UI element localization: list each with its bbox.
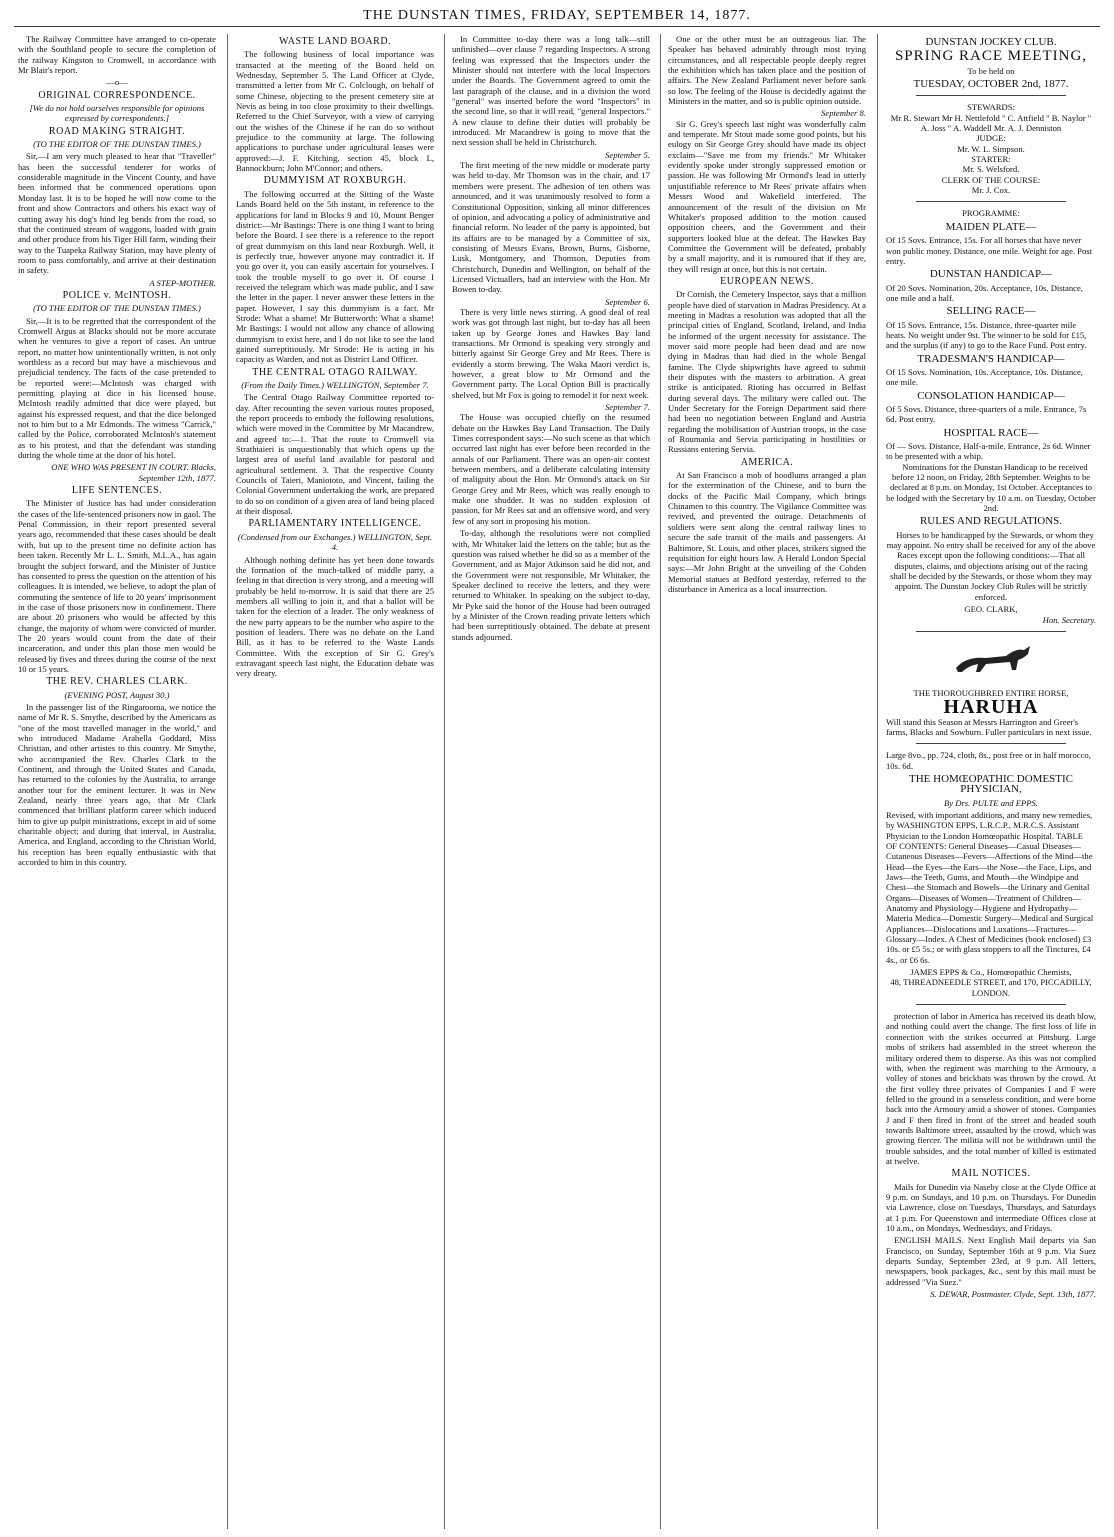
column-rule xyxy=(877,34,878,1529)
section-heading: MAIL NOTICES. xyxy=(951,1168,1031,1180)
article-text: One or the other must be an outrageous liar. The Speaker has behaved admirably through most trying circumstances, and all respectable people deeply regret the exhibition which has taken place and the position of affairs. The New Zealand Parliament never before sank so low. The feeling of the House is decidedly against the Ministers in the matter, and so is public opinion outside. xyxy=(668,34,866,107)
subheading: (TO THE EDITOR OF THE DUNSTAN TIMES.) xyxy=(33,139,201,150)
nominations-text: Nominations for the Dunstan Handicap to be received before 12 noon, on Friday, 28th September. Weights to be declared at 8 p.m. on Monday, 1st October. Acceptances to be lodged with the Secretary by 10 a.m. on Tuesday, October 2nd. xyxy=(886,461,1096,514)
section-heading: WASTE LAND BOARD. xyxy=(278,36,392,47)
ad-held: To be held on xyxy=(967,65,1015,76)
dateline: September 8. xyxy=(821,108,866,119)
signature: A STEP-MOTHER. xyxy=(149,277,216,288)
section-heading: PARLIAMENTARY INTELLIGENCE. xyxy=(248,518,422,530)
article-text: There is very little news stirring. A good deal of real work was got through last night, but to-day has all been taken up by George Jones and Hawkes Bay land transactions. Mr Ormond is speaking very strongly and bitterly against Sir George Grey and Mr Rees. There is evidently a storm brewing. The Waka Maori verdict is, however, a great blow to Mr Ormond and the Government party. The Local Option Bill is practically shelved, but Mr Fox is going to remodel it for next week. xyxy=(452,306,650,400)
divider xyxy=(916,743,1066,744)
ad-club: DUNSTAN JOCKEY CLUB. xyxy=(925,36,1057,48)
horse-text: Will stand this Season at Messrs Harrington and Greer's farms, Blacks and Sowburn. Fuller particulars in next issue. xyxy=(886,716,1092,737)
dateline: September 7. xyxy=(605,402,650,413)
clerk-heading: CLERK OF THE COURSE: xyxy=(941,174,1041,185)
article-text: Sir G. Grey's speech last night was wonderfully calm and temperate. Mr Stout made some good points, but his eulogy on Sir George Grey should have made its object exclaim—"Save me from my friends." Mr Whitaker evidently spoke under strongly suppressed emotion or passion. He was following Mr Ormond's lead in utterly unjustifiable reference to Mr Rees' private affairs when Messrs Wood and Wakefield interfered. The announcement of the result of the division on Mr Whitaker's proposed addition to the motion caused opposition cheers, and the Government and their supporters looked blue at the defeat. The Hawkes Bay Committee the Government will be defeated, probably by a small majority, and it is rumoured that if they are, they will resign at once, but this is not certain. xyxy=(668,118,866,274)
divider xyxy=(916,95,1066,96)
programme-heading: PROGRAMME: xyxy=(962,208,1020,219)
masthead: THE DUNSTAN TIMES, FRIDAY, SEPTEMBER 14, 1877. xyxy=(363,8,751,23)
secretary-title: Hon. Secretary. xyxy=(1042,614,1096,625)
race-text: Of — Sovs. Distance, Half-a-mile. Entrance, 2s 6d. Winner to be presented with a whip. xyxy=(886,441,1091,462)
subheading: (Condensed from our Exchanges.) WELLINGTON, Sept. 4. xyxy=(237,531,433,553)
article-text: protection of labor in America has received its death blow, and nothing could avert the change. The first loss of life in connection with the strikes occurred at Pittsburg. Large mobs of strikers had assembled in the street whereon the military ordered them to disperse. As this was not complied with, when the regiment was marching to the Armoury, a volley of stones and brickbats was thrown by the crowd. At the first volley three privates of Companies I and F were felled to the ground in a senseless condition, and were borne back into the Armoury amid a shower of stones. Companies J and F then fired in front of the street and headed south towards Baltimore street, assaulted by the crowd, which was growing fiercer. The militia will not be withdrawn until the trouble subsides, and the total number of killed is estimated at twelve. xyxy=(886,1011,1096,1166)
article-text: The House was occupied chiefly on the resumed debate on the Hawkes Bay Land Transaction. The Daily Times correspondent says:—No such scene as that which occurred last night has ever before been recorded in the annals of our Parliament. There was an open-air contest between members, and a deliberate calculating intensity of malignity about the Hon. Mr Ormond's attack on Sir George Grey and Mr Rees, which was really enough to make one shudder. It was no sudden explosion of passion, for Mr Rees sat and an offensive word, and very few of any sort in proposing his motion. xyxy=(452,412,650,526)
horse-ad xyxy=(886,640,1096,737)
stewards-list: Mr R. Stewart Mr H. Nettlefold " C. Attfield " B. Naylor " A. Joss " A. Waddell Mr. A. J. Denniston xyxy=(890,112,1092,134)
judge: Mr. W. L. Simpson. xyxy=(957,143,1025,154)
article-text: The Central Otago Railway Committee reported to-day. After recounting the seven various routes proposed, the report proceeds to embody the following resolutions, which were moved in the Committee by Mr Macandrew, and agreed to:—1. That the route to Cromwell via Strathtaieri is unquestionably that which opens up the largest area of useful land available for pastoral and agricultural settlement. 3. That the respective County Councils of Taieri, Maniototo, and Vincent, failing the Colonial Government undertaking the work, are prepared to do so on condition of a given area of land being placed at their disposal. xyxy=(236,392,434,517)
race-text: Of 15 Sovs. Entrance, 15s. For all horses that have never won public money. Distance, one mile. Weight for age. Post entry. xyxy=(886,235,1092,266)
homeopathic-ad xyxy=(886,750,1096,998)
article-text: In Committee to-day there was a long talk—still unfinished—over clause 7 regarding Inspectors. A strong feeling was expressed that the Inspectors under the Minister should not interfere with the local Inspectors under the Boards. The Government agreed to omit the last paragraph of the clause, and in a division the word "general" was inserted before the word "Inspectors" in the second line, so that it will read, "general Inspectors." A new clause to define their duties will probably be introduced. Mr Macandrew is going to move that the next session shall be held in Christchurch. xyxy=(452,34,650,148)
masthead-rule xyxy=(14,26,1100,27)
divider xyxy=(916,631,1066,632)
horse-name: HARUHA xyxy=(943,696,1039,719)
article-text: To-day, although the resolutions were not complied with, Mr Whitaker laid the letters on the table; but as the question was raised whether he did so as a member of the Government, and as Major Atkinson said he did not, and the Government were not responsible, Mr Whitaker, the Speaker declined to receive the letters, and they were returned to Whitaker. In speaking on the subject to-day, Mr Pyke said the honor of the House had been outraged by a Minister of the Crown reading private letters which had been surreptitiously obtained. The debate at present stands adjourned. xyxy=(452,528,650,642)
column-rule xyxy=(660,34,661,1529)
race-title: SELLING RACE— xyxy=(946,305,1036,318)
clerk: Mr. J. Cox. xyxy=(971,185,1011,196)
article-text: Sir,—I am very much pleased to hear that "Traveller" has been the successful tenderer for works of considerable magnitude in the Vincent County, and have been informed that he commenced operations upon Monday last. It is to be hoped he will now come to the front and show Contractors and others his exact way of cutting away his dog's hind leg bends from the road, so that the continued stream of waggons, loaded with grain and other produce from his Tiger Hill farm, winding their way to the Tuapeka Railway Station, may have plenty of room to pass comfortably, and arrive at their destination in safety. xyxy=(18,151,216,276)
publisher-address: 48, THREADNEEDLE STREET, and 170, PICCADILLY, LONDON. xyxy=(890,977,1092,998)
column-rule xyxy=(444,34,445,1529)
jockey-club-ad xyxy=(886,37,1096,625)
section-heading: ORIGINAL CORRESPONDENCE. xyxy=(38,89,196,101)
secretary-name: GEO. CLARK, xyxy=(964,604,1018,615)
column-3 xyxy=(452,34,650,1529)
ad-date: TUESDAY, OCTOBER 2nd, 1877. xyxy=(913,78,1069,91)
column-5 xyxy=(886,34,1096,1529)
book-text: Revised, with important additions, and many new remedies, by WASHINGTON EPPS, L.R.C.P., M.R.C.S. Assistant Physician to the London Homœopathic Hospital. TABLE OF CONTENTS: General Diseases—Casual Diseases—Cutaneous Diseases—Fevers—Affections of the Mind—the Head—the Eyes—the Ears—the Nose—the Face, Lips, and Jaws—the Teeth, Gums, and Mouth—the Windpipe and Chest—the Stomach and Bowels—the Urinary and Genital Organs—Diseases of Women—Treatment of Children—Anatomy and Physiology—Hygiene and Hydropathy—Materia Medica—Domestic Surgery—Medical and Surgical Appliances—Dislocations and Luxations—Fractures—Glossary—Index. A Chest of Medicines (book enclosed) £3 10s. or £5 5s.; or with glass stoppers to all the Tinctures, £4 4s., or £6 6s. xyxy=(886,809,1094,965)
section-heading: THE CENTRAL OTAGO RAILWAY. xyxy=(252,366,418,378)
judge-heading: JUDGE: xyxy=(976,133,1006,144)
column-1 xyxy=(18,34,216,1529)
race-title: HOSPITAL RACE— xyxy=(943,426,1039,439)
divider: —o— xyxy=(106,77,128,88)
race-title: DUNSTAN HANDICAP— xyxy=(929,268,1053,281)
publisher: JAMES EPPS & Co., Homœopathic Chemists, xyxy=(910,967,1072,978)
race-title: CONSOLATION HANDICAP— xyxy=(917,389,1065,402)
starter: Mr. S. Welsford. xyxy=(962,164,1020,175)
race-text: Of 5 Sovs. Distance, three-quarters of a mile. Entrance, 7s 6d. Post entry. xyxy=(886,403,1087,425)
starter-heading: STARTER: xyxy=(971,154,1011,165)
article-text: The following occurred at the Sitting of the Waste Lands Board held on the 5th instant, in reference to the applications for land in Blocks 9 and 10, Mount Benger district:—Mr Bastings: There is one thing I want to bring before the Board. I see there is a reference to the report of great dummyism on this land near Roxburgh. Well, it is perfectly true, however anyone may contradict it. If you go over it, you can easily ascertain for yourselves. I took the trouble myself to go over it. Of course I received the telegram which was made public, and I saw the letter in the paper. I never answer these letters in the paper. However, I say this dummyism is a fact. Mr Strode: What a shame! Mr Butterworth: What a shame! Mr Bastings: I would not allow any chance of allowing dummyism to exist here, and I do not like to see the land gained surreptitiously. Mr Strode: He is acting in his capacity as Warden, and not as District Land Officer. xyxy=(236,188,434,365)
section-heading: THE REV. CHARLES CLARK. xyxy=(46,676,188,688)
ad-title: SPRING RACE MEETING, xyxy=(894,48,1088,65)
mail-text: ENGLISH MAILS. Next English Mail departs via San Francisco, on Sunday, September 16th at 9 p.m. Via Suez departs Sunday, September 23rd, at 9 p.m. All letters, newspapers, book packages, &c., sent by this mail must be addressed "Via Suez." xyxy=(886,1235,1096,1287)
article-text: At San Francisco a mob of hoodlums arranged a plan for the extermination of the Chinese, and to burn the docks of the Pacific Mail Company, which brings Chinamen to this country. The Vigilance Committee was revived, and prevented the outrage. Detachments of soldiers were sent along the central railway lines to secure the safe transit of the mails and passengers. At Baltimore, St. Louis, and other places, strikers signed the requisition for eight hours law. A Herald London Special says:—Mr John Bright at the unveiling of the Cobden Memorial statues at Bedford yesterday, referred to the disturbance in America as a local insurrection. xyxy=(668,470,866,594)
race-text: Of 15 Sovs. Entrance, 15s. Distance, three-quarter mile heats. No weight under 9st. The winner to be sold for £15, and the surplus (if any) to go to the Race Fund. Post entry. xyxy=(886,319,1087,351)
stewards-heading: STEWARDS: xyxy=(967,102,1015,113)
book-title: THE HOMŒOPATHIC DOMESTIC PHYSICIAN, xyxy=(909,772,1073,796)
section-heading: DUMMYISM AT ROXBURGH. xyxy=(263,175,407,187)
column-4 xyxy=(668,34,866,1529)
horse-icon xyxy=(946,640,1036,680)
rules-heading: RULES AND REGULATIONS. xyxy=(919,515,1063,528)
article-text: Sir,—It is to be regretted that the correspondent of the Cromwell Argus at Blacks should not be more accurate when he ventures to give a report of cases. An untrue report, no matter how unintentionally written, is not only worthless as a record but may have a mischievous and prejudicial tendency. The facts of the case pretended to be reported were:—McIntosh was charged with permitting playing at dice in his licensed house. McIntosh readily admitted that dice were played, but against his expressed request, and that the dice belonged not to him but to a Mr Edmonds. The witness "Carrick," called by the Police, corroborated McIntosh's statement as to his protest, and that the defendant was standing during the whole time at the door of his hotel. xyxy=(18,315,216,461)
divider xyxy=(916,1004,1066,1005)
mail-text: Mails for Dunedin via Naseby close at the Clyde Office at 9 p.m. on Sundays, and 10 p.m. on Thursdays. For Dunedin via Lawrence, close on Tuesdays, Thursdays, and Saturdays at 1 p.m. For Queenstown and intermediate Offices close at 10 a.m., on Mondays, Wednesdays, and Fridays. xyxy=(886,1181,1096,1233)
column-2 xyxy=(236,34,434,1529)
race-text: Of 20 Sovs. Nomination, 20s. Acceptance, 10s. Distance, one mile and a half. xyxy=(886,282,1083,303)
column-rule xyxy=(227,34,228,1529)
section-heading: AMERICA. xyxy=(740,456,794,468)
divider xyxy=(916,201,1066,202)
book-authors: By Drs. PULTE and EPPS. xyxy=(944,797,1038,808)
article-text: The following business of local importance was transacted at the meeting of the Board held on Wednesday, September 5. The Land Officer at Clyde, transmitted a letter from Mr C. Colclough, on behalf of some Chinese, objecting to the present cemetery site at Nevis as being in too close proximity to their dwellings. Referred to the Chief Surveyor, with a view of carrying out the wishes of the Chinese if he can do so without prejudice to the community at large. The following applications to purchase under agricultural leases were approved:—J. F. Kitching, section 45, block L, Bannockburn; John M'Connor; and others. xyxy=(236,49,434,174)
rules-text: Horses to be handicapped by the Stewards, or whom they may appoint. No entry shall be received for any of the above Races except upon the following conditions:—That all disputes, claims, and objections arising out of the racing shall be decided by the Stewards, or those whom they may appoint. The Dunstan Jockey Club Rules will be strictly enforced. xyxy=(886,529,1096,602)
section-heading: POLICE v. McINTOSH. xyxy=(62,289,172,301)
article-text: The Minister of Justice has had under consideration the cases of the life-sentenced prisoners now in gaol. The Penal Commission, in their report presented several years ago, recommended that these cases should be dealt with, but up to the present time no definite action has been taken. Recently Mr L. L. Smith, M.L.A., has again brought the subject forward, and the Minister of Justice has consented to press the question on the attention of his colleagues. It is intended, we believe, to adopt the plan of commuting the sentence of life to 20 years' imprisonment in the case of those prisoners now in confinement. There are about 20 prisoners who would be affected by this change, the majority of whom were convicted of murder. The 20 years would count from the date of their incarceration, and under this plan those men would be released by fives and threes during the course of the next 10 or 15 years. xyxy=(18,498,216,674)
dateline: September 5. xyxy=(605,149,650,160)
race-title: TRADESMAN'S HANDICAP— xyxy=(917,352,1065,365)
editorial-note: [We do not hold ourselves responsible for opinions expressed by correspondents.] xyxy=(29,103,205,124)
book-info: Large 8vo., pp. 724, cloth, 8s., post free or in half morocco, 10s. 6d. xyxy=(886,750,1091,771)
article-text: Dr Cornish, the Cemetery Inspector, says that a million people have died of starvation in Madras Presidency. At a meeting in Madras a resolution was adopted that all the principal cities of England, Scotland, Ireland, and India be informed of the urgent necessity for assistance. The mover said more people had been dead and are now dying in Madras than had died in the whole Bengal famine. The Clyde shipwrights have agreed to submit their disputes with the masters to arbitration. A great strike is anticipated. Rioting has occurred in Belfast during several days. The military were called out. The Under Secretary for the Foreign Department said there had been no negotiation between England and Austria regarding the mobilisation of Austrian troops, in the case of Roumania and Servia participating in hostilities or Russians entering Servia. xyxy=(668,289,866,455)
article-text: In the passenger list of the Ringarooma, we notice the name of Mr R. S. Smythe, described by the Americans as "one of the most travelled manager in the world," and who introduced Madame Arabella Goddard, Miss Christian, and other artistes to this country. Mr Smythe, who accompanied the Rev. Charles Clark to the Continent, and through the United States and Canada, has returned to the colonies by the Australia, to arrange another tour for the eminent lecturer. It was in New Zealand, nearly three years ago, that Mr Clark commenced that brilliant platform career which induced him to give up pulpit ministrations, except in aid of some charitable object; and during that interval, in Australia, America, and England, according to the Christian World, his reception has been equally enthusiastic with that accorded to him in this country. xyxy=(18,701,216,868)
section-heading: ROAD MAKING STRAIGHT. xyxy=(48,125,186,137)
horse-heading: THE THOROUGHBRED ENTIRE HORSE, xyxy=(913,687,1069,698)
article-text: Although nothing definite has yet been done towards the formation of the much-talked of middle party, a feeling in that direction is very strong, and a meeting will probably be held to-morrow. It is said that there are 25 members all willing to join it, and that a ballot will be taken for the election of a leader. The only weakness of the new party appears to be the number who aspire to the position of leaders. There was no debate on the Land Bill, as it has to be referred to the Waste Lands Committee. With the exception of Sir G. Grey's extravagant speech last night, the Education debate was very dreary. xyxy=(236,554,434,679)
race-title: MAIDEN PLATE— xyxy=(945,220,1037,233)
signature: ONE WHO WAS PRESENT IN COURT. Blacks, September 12th, 1877. xyxy=(51,462,216,483)
article-text: The first meeting of the new middle or moderate party was held to-day. Mr Thomson was in the chair, and 17 members were present. The adhesion of ten others was announced, and it was unanimously resolved to form a Constitutional Opposition, sinking all minor differences of opinion, and advocating a policy of administrative and financial reform. No leader of the party is appointed, but its affairs are to be managed by a Committee of six, consisting of Messrs Evans, Brown, Burns, Gisborne, Lusk, Montgomery, and Thomson. Deputies from Christchurch, Dunedin and Wellington, on behalf of the Licensed Victuallers, had an interview with the Hon. Mr Bowen to-day. xyxy=(452,160,650,295)
race-text: Of 15 Sovs. Nomination, 10s. Acceptance, 10s. Distance, one mile. xyxy=(886,366,1083,388)
section-heading: LIFE SENTENCES. xyxy=(71,485,163,497)
subheading: (TO THE EDITOR OF THE DUNSTAN TIMES.) xyxy=(33,303,201,314)
postmaster-signature: S. DEWAR, Postmaster. Clyde, Sept. 13th, 1877. xyxy=(930,1289,1096,1300)
section-heading: EUROPEAN NEWS. xyxy=(720,275,814,287)
dateline: September 6. xyxy=(605,296,650,307)
subheading: (From the Daily Times.) WELLINGTON, September 7. xyxy=(241,380,429,390)
subheading: (EVENING POST, August 30.) xyxy=(64,689,170,700)
article-text: The Railway Committee have arranged to co-operate with the Southland people to secure the completion of the railway Kingston to Cromwell, in accordance with Mr Blair's report. xyxy=(18,34,216,76)
